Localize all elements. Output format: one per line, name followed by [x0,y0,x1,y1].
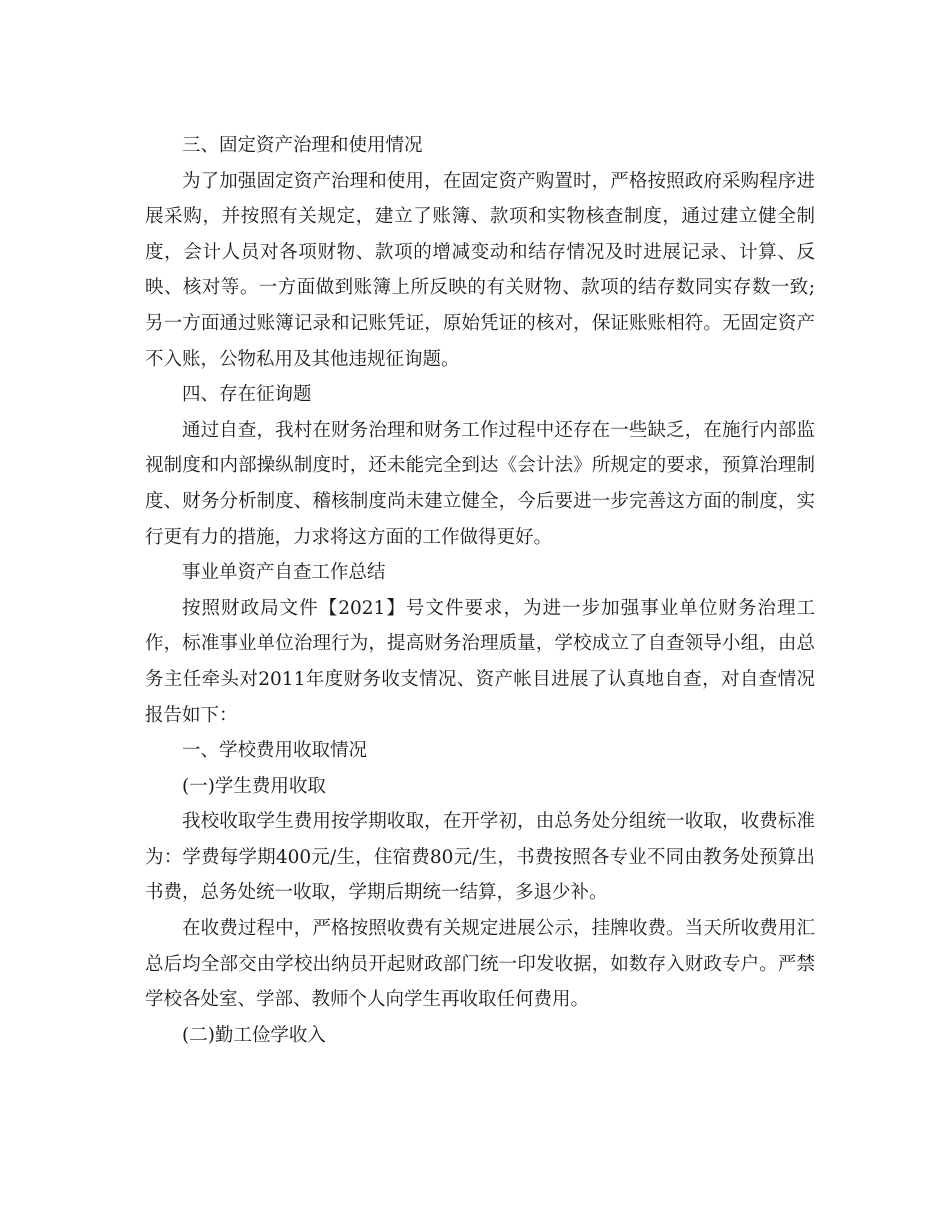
body-paragraph: 在收费过程中，严格按照收费有关规定进展公示，挂牌收费。当天所收费用汇总后均全部交由学校出纳员开起财政部门统一印发收据，如数存入财政专户。严禁学校各处室、学部、教师个人向学生再收取任何费用。 [145,918,815,1011]
body-paragraph: 按照财政局文件【2021】号文件要求，为进一步加强事业单位财务治理工作，标准事业单位治理行为，提高财务治理质量，学校成立了自查领导小组，由总务主任牵头对2011年度财务收支情况、资产帐目进展了认真地自查，对自查情况报告如下： [145,597,815,726]
section-heading: 四、存在征询题 [182,384,312,406]
body-paragraph: 我校收取学生费用按学期收取，在开学初，由总务处分组统一收取，收费标准为：学费每学期400元/生，住宿费80元/生，书费按照各专业不同由教务处预算出书费，总务处统一收取，学期后期统一结算，多退少补。 [145,811,815,904]
body-paragraph: 通过自查，我村在财务治理和财务工作过程中还存在一些缺乏，在施行内部监视制度和内部操纵制度时，还未能完全到达《会计法》所规定的要求，预算治理制度、财务分析制度、稽核制度尚未建立健全，今后要进一步完善这方面的制度，实行更有力的措施，力求将这方面的工作做得更好。 [145,419,815,548]
document-body [145,128,815,1053]
section-heading: 三、固定资产治理和使用情况 [182,135,423,156]
subsection-heading: (一)学生费用收取 [182,775,326,797]
subsection-heading: (二)勤工俭学收入 [182,1024,326,1046]
section-heading: 一、学校费用收取情况 [182,740,368,762]
body-paragraph: 为了加强固定资产治理和使用，在固定资产购置时，严格按照政府采购程序进展采购，并按照有关规定，建立了账簿、款项和实物核查制度，通过建立健全制度，会计人员对各项财物、款项的增减变动和结存情况及时进展记录、计算、反映、核对等。一方面做到账簿上所反映的有关财物、款项的结存数同实存数一致;另一方面通过账簿记录和记账凭证，原始凭证的核对，保证账账相符。无固定资产不入账，公物私用及其他违规征询题。 [145,170,815,370]
document-title: 事业单资产自查工作总结 [182,562,386,584]
